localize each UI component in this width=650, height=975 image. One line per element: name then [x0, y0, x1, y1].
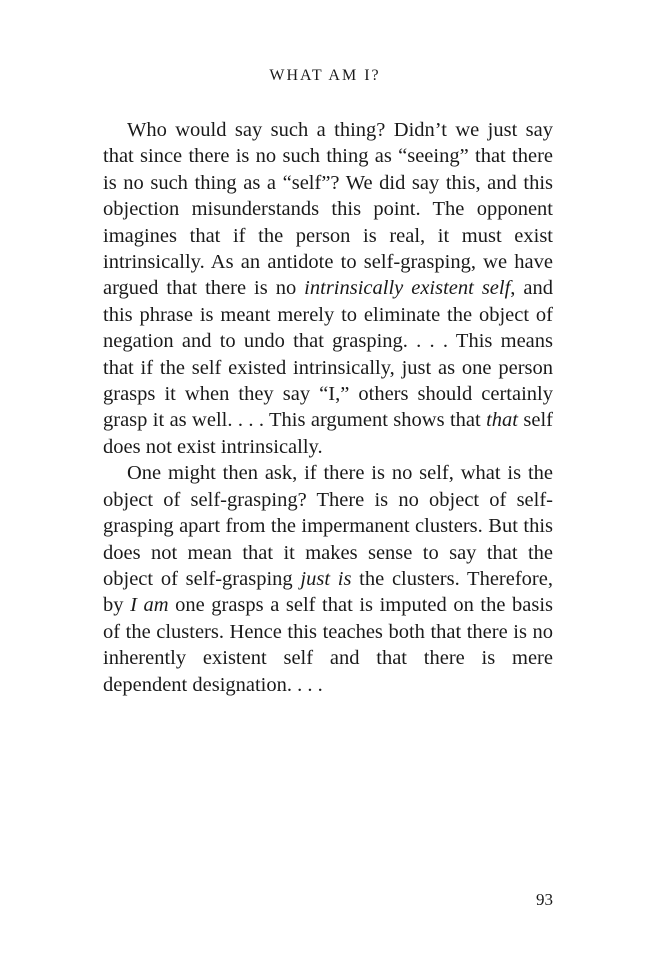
italic-word: that [486, 409, 518, 432]
italic-phrase: I am [130, 594, 169, 617]
italic-phrase: just is [300, 567, 352, 590]
text-run: one grasps a self that is imputed on the basis of the clusters. Hence this teaches both that there is no inherently existent self and that there is mere dependent designation. . . . [103, 594, 554, 696]
paragraph-1 [103, 117, 553, 460]
paragraph-2 [103, 460, 553, 698]
running-head: WHAT AM I? [269, 67, 381, 84]
text-run: the clusters. Therefore, by [103, 567, 553, 617]
text-run: self does not exist intrinsically. [103, 409, 553, 458]
text-run: Who would say such a thing? Didn’t we just say that since there is no such thing as “seeing” that there is no such thing as a “self”? We did say this, and this objection misunderstands this point. The opponent imagines that if the person is real, it must exist intrinsically. As an antidote to self-grasping, we have argued that there is no [103, 119, 553, 300]
text-run: One might then ask, if there is no self, what is the object of self-grasping? There is no object of self-grasping apart from the impermanent clusters. But this does not mean that it makes sense to say that the object of self-grasping [103, 462, 553, 590]
italic-phrase: intrinsically existent self [304, 277, 511, 300]
page-number: 93 [536, 890, 553, 909]
text-run: , and this phrase is meant merely to eliminate the object of negation and to undo that grasping. . . . This means that if the self existed intrinsically, just as one person grasps it when they say “I,” others should certainly grasp it as well. . . . This argument shows that [103, 277, 553, 432]
body-text [103, 117, 553, 698]
